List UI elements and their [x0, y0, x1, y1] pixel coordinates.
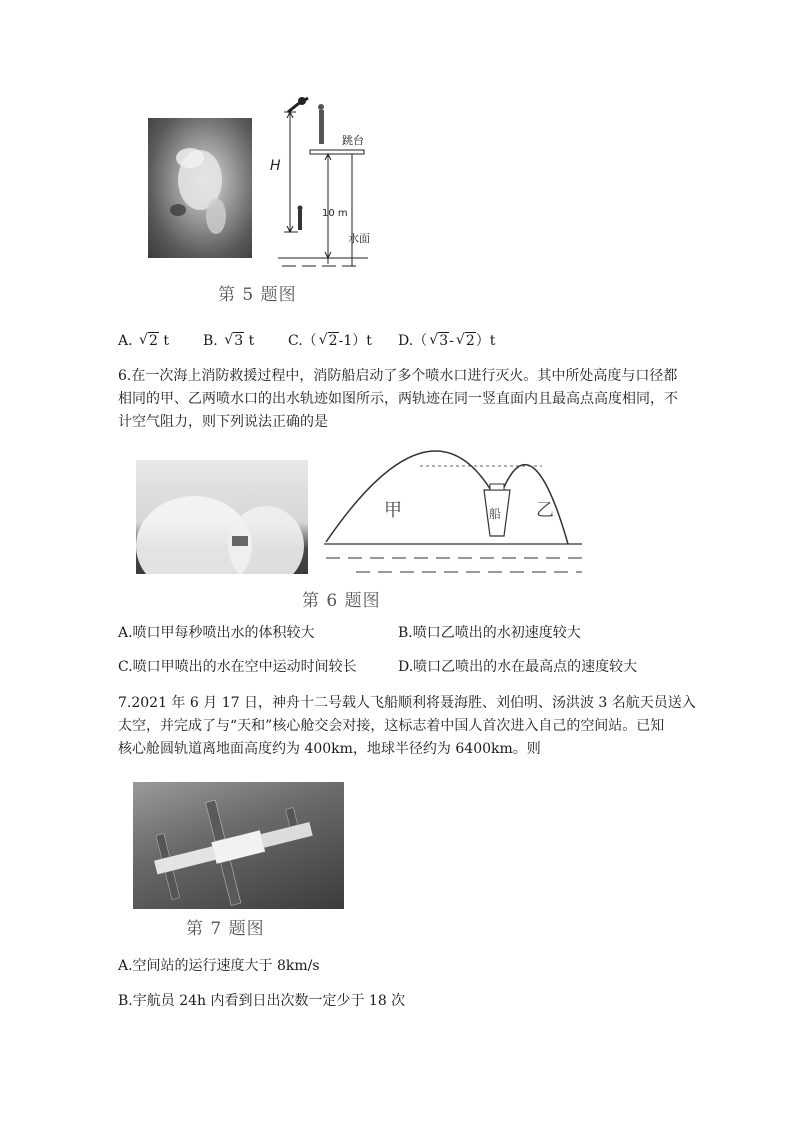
- q7-option-a: A.空间站的运行速度大于 8km/s: [118, 958, 320, 974]
- q7-option-b: B.宇航员 24h 内看到日出次数一定少于 18 次: [118, 993, 406, 1009]
- label-boat: 船: [489, 507, 502, 521]
- sqrt-symbol: √ 2: [319, 331, 339, 351]
- trajectory-diagram: [320, 440, 588, 580]
- space-station-image: [133, 782, 344, 909]
- diver-platform-icon: [318, 104, 324, 144]
- label-H: H: [270, 158, 281, 174]
- q5-caption: 第 5 题图: [218, 285, 297, 305]
- q6-option-b: B.喷口乙喷出的水初速度较大: [398, 625, 581, 641]
- q6-stem-line-2: 相同的甲、乙两喷水口的出水轨迹如图所示，两轨迹在同一竖直面内且最高点高度相同，不: [118, 391, 678, 407]
- q5-option-d: D.（√ 3-√ 2）t: [398, 331, 495, 351]
- q7-caption: 第 7 题图: [186, 919, 265, 939]
- label-water: 水面: [348, 232, 370, 245]
- sqrt-symbol: √ 2: [139, 331, 159, 351]
- q6-option-d: D.喷口乙喷出的水在最高点的速度较大: [398, 659, 638, 675]
- diver-bottom-icon: [298, 206, 303, 231]
- q5-option-b: B. √ 3 t: [203, 331, 254, 351]
- space-station-photo: [133, 782, 344, 909]
- q7-stem-line-2: 太空，并完成了与“天和”核心舱交会对接，这标志着中国人首次进入自己的空间站。已知: [118, 718, 665, 734]
- q6-option-a: A.喷口甲每秒喷出水的体积较大: [118, 625, 315, 641]
- label-10m: 10 m: [322, 208, 348, 219]
- q5-option-c: C.（√ 2-1）t: [288, 331, 372, 351]
- q5-option-a: A. √ 2 t: [118, 331, 169, 351]
- sqrt-symbol: √ 3: [429, 331, 449, 351]
- diver-silhouette: [148, 118, 252, 258]
- diver-photo: [148, 118, 252, 258]
- q6-option-c: C.喷口甲喷出的水在空中运动时间较长: [118, 659, 357, 675]
- q7-stem-line-3: 核心舱圆轨道离地面高度约为 400km，地球半径约为 6400km。则: [118, 741, 541, 757]
- label-platform: 跳台: [342, 134, 364, 147]
- q7-stem-line-1: 7.2021 年 6 月 17 日，神舟十二号载人飞船顺利将聂海胜、刘伯明、汤洪波 3 名航天员送入: [118, 695, 696, 711]
- diver-top-icon: [288, 97, 308, 112]
- sqrt-symbol: √ 2: [456, 331, 476, 351]
- diving-diagram: [268, 92, 378, 272]
- q6-stem-line-3: 计空气阻力，则下列说法正确的是: [118, 414, 328, 430]
- q6-caption: 第 6 题图: [302, 591, 381, 611]
- label-yi: 乙: [536, 500, 554, 521]
- sqrt-symbol: √ 3: [224, 331, 244, 351]
- label-jia: 甲: [384, 500, 402, 521]
- q6-stem-line-1: 6.在一次海上消防救援过程中，消防船启动了多个喷水口进行灭火。其中所处高度与口径都: [118, 368, 678, 384]
- water-spray: [136, 460, 308, 574]
- fireboat-photo: [136, 460, 308, 574]
